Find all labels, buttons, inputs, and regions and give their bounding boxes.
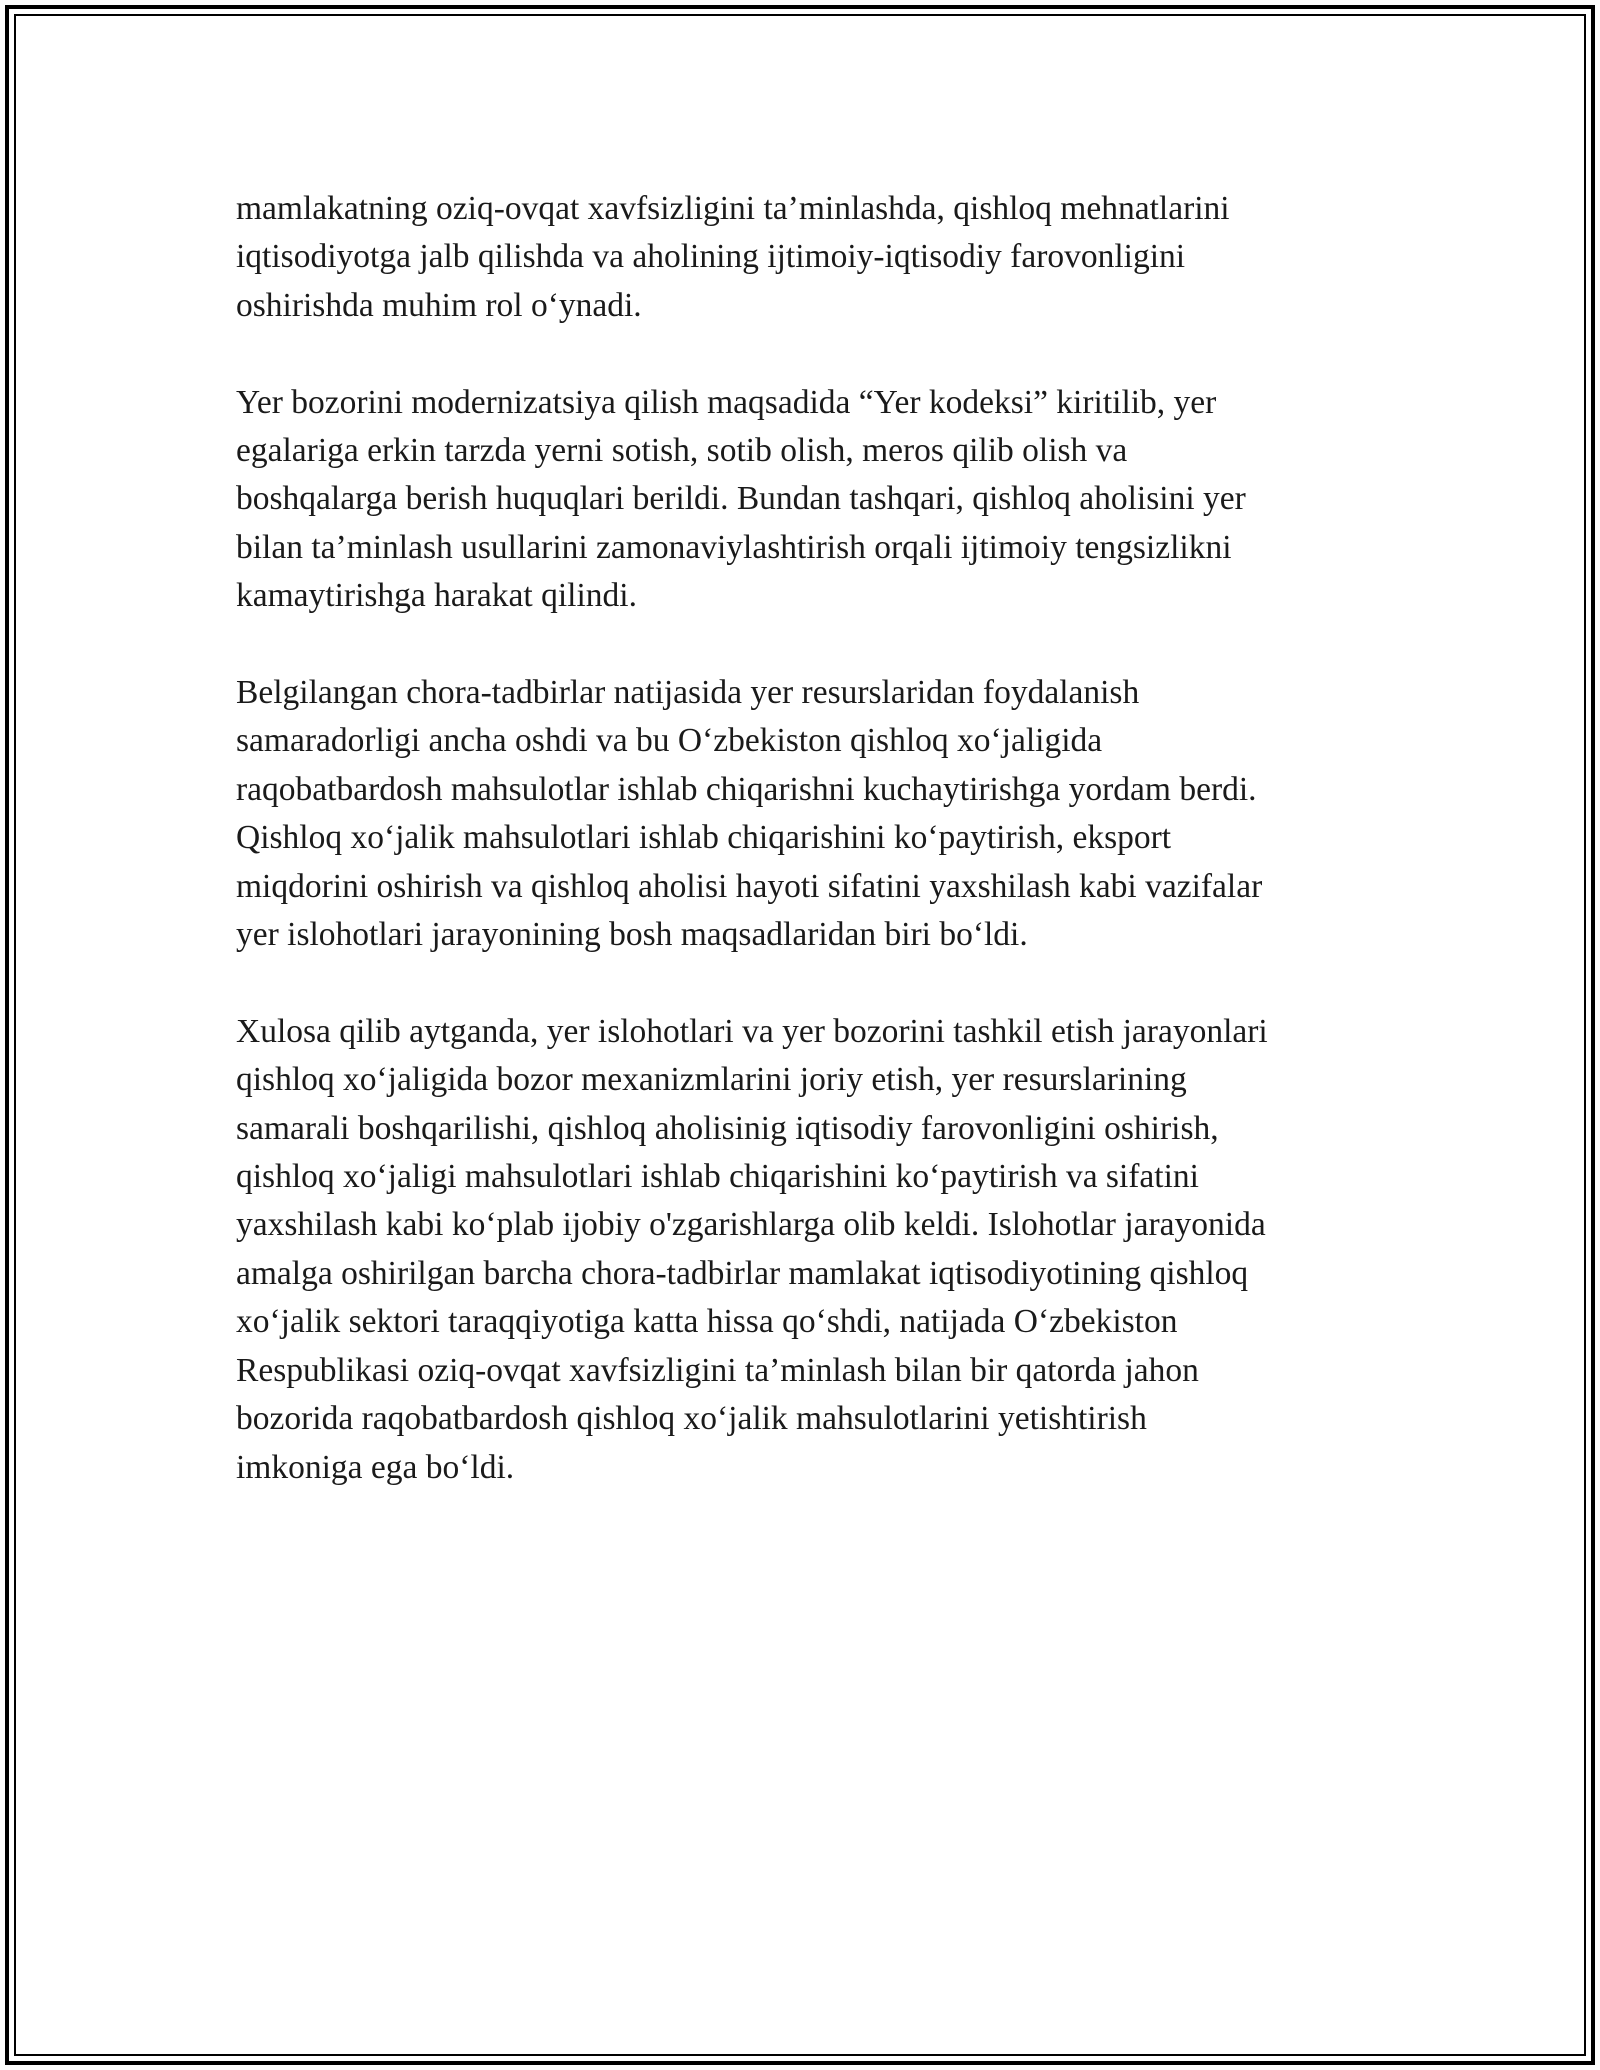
paragraph-4: Xulosa qilib aytganda, yer islohotlari va yer bozorini tashkil etish jarayonlari qishloq xo‘jaligida bozor mexanizmlarini joriy etish, yer resurslarining samarali boshqarilishi, qishloq aholisinig iqtisodiy farovonligini oshirish, qishloq xo‘jaligi mahsulotlari ishlab chiqarishini ko‘paytirish va sifatini yaxshilash kabi ko‘plab ijobiy o'zgarishlarga olib keldi. Islohotlar jarayonida amalga oshirilgan barcha chora-tadbirlar mamlakat iqtisodiyotining qishloq xo‘jalik sektori taraqqiyotiga katta hissa qo‘shdi, natijada O‘zbekiston Respublikasi oziq-ovqat xavfsizligini ta’minlash bilan bir qatorda jahon bozorida raqobatbardosh qishloq xo‘jalik mahsulotlarini yetishtirish imkoniga ega bo‘ldi. xyxy=(236,1012,1268,1486)
paragraph-2: Yer bozorini modernizatsiya qilish maqsadida “Yer kodeksi” kiritilib, yer egalariga erkin tarzda yerni sotish, sotib olish, meros qilib olish va boshqalarga berish huquqlari berildi. Bundan tashqari, qishloq aholisini yer bilan ta’minlash usullarini zamonaviylashtirish orqali ijtimoiy tengsizlikni kamaytirishga harakat qilindi. xyxy=(236,383,1246,615)
document-body xyxy=(236,185,1376,1540)
paragraph-1: mamlakatning oziq-ovqat xavfsizligini ta’minlashda, qishloq mehnatlarini iqtisodiyotga jalb qilishda va aholining ijtimoiy-iqtisodiy farovonligini oshirishda muhim rol o‘ynadi. xyxy=(236,190,1230,324)
paragraph-3: Belgilangan chora-tadbirlar natijasida yer resurslaridan foydalanish samaradorligi ancha oshdi va bu O‘zbekiston qishloq xo‘jaligida raqobatbardosh mahsulotlar ishlab chiqarishni kuchaytirishga yordam berdi. Qishloq xo‘jalik mahsulotlari ishlab chiqarishini ko‘paytirish, eksport miqdorini oshirish va qishloq aholisi hayoti sifatini yaxshilash kabi vazifalar yer islohotlari jarayonining bosh maqsadlaridan biri bo‘ldi. xyxy=(236,674,1263,954)
